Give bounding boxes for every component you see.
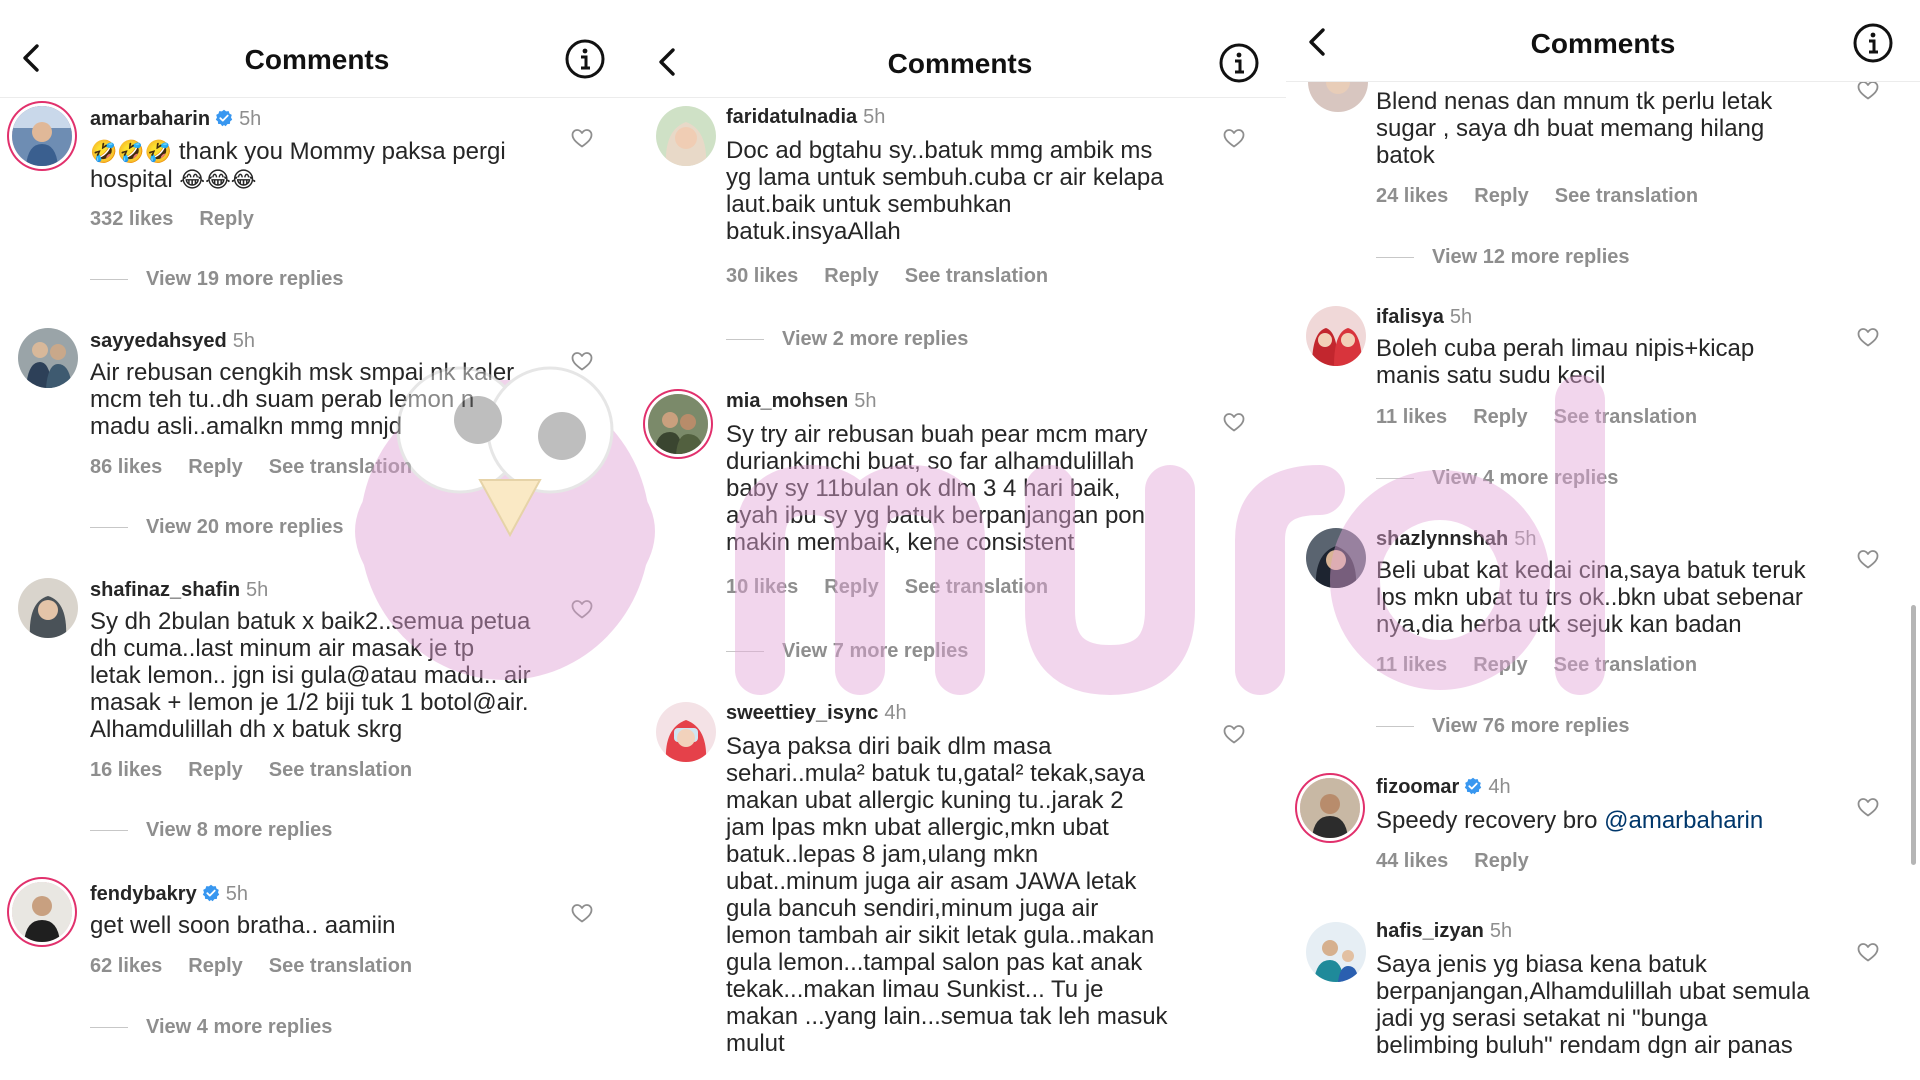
heart-outline-icon bbox=[1222, 410, 1246, 434]
comment-meta bbox=[726, 390, 877, 413]
page-title: Comments bbox=[244, 44, 390, 75]
comment-meta bbox=[1376, 776, 1511, 799]
reply-button[interactable]: Reply bbox=[188, 955, 243, 977]
comment-text: Air rebusan cengkih msk smpai nk kaler mcm teh tu..dh suam perab lemon n madu asli..amalkn mmg mnjd bbox=[90, 359, 515, 440]
info-circle-icon bbox=[1852, 22, 1894, 64]
avatar[interactable] bbox=[12, 882, 72, 942]
like-button[interactable] bbox=[1222, 126, 1246, 150]
timestamp: 5h bbox=[246, 579, 269, 601]
timestamp: 5h bbox=[1489, 920, 1513, 942]
comment-actions bbox=[1376, 850, 1555, 873]
comment-actions bbox=[1376, 654, 1723, 677]
avatar[interactable] bbox=[648, 394, 708, 454]
timestamp: 5h bbox=[863, 106, 886, 128]
heart-outline-icon bbox=[1222, 722, 1246, 746]
reply-button[interactable]: Reply bbox=[824, 265, 879, 287]
avatar[interactable] bbox=[18, 328, 78, 388]
comment-text: Saya jenis yg biasa kena batuk berpanjangan,Alhamdulillah ubat semula jadi yg serasi setakat ni "bunga belimbing buluh" rendam dgn air panas bbox=[1376, 951, 1810, 1059]
timestamp: 5h bbox=[232, 330, 256, 352]
username[interactable]: fendybakry bbox=[90, 883, 197, 905]
username[interactable]: ifalisya bbox=[1376, 306, 1444, 328]
username[interactable]: sweettiey_isync bbox=[726, 702, 879, 724]
timestamp: 5h bbox=[1514, 528, 1537, 550]
username[interactable]: shafinaz_shafin bbox=[90, 579, 241, 601]
timestamp: 5h bbox=[1449, 306, 1473, 328]
see-translation-button[interactable]: See translation bbox=[268, 759, 413, 781]
avatar[interactable] bbox=[1306, 922, 1366, 982]
username[interactable]: faridatulnadia bbox=[726, 106, 858, 128]
timestamp: 5h bbox=[225, 883, 248, 905]
view-replies-button[interactable]: View 4 more replies bbox=[1376, 467, 1618, 490]
username[interactable]: amarbaharin bbox=[90, 108, 211, 130]
likes-count[interactable]: 86 likes bbox=[90, 456, 163, 478]
see-translation-button[interactable]: See translation bbox=[1553, 406, 1698, 428]
view-replies-button[interactable]: View 12 more replies bbox=[1376, 246, 1630, 269]
comment-text: Boleh cuba perah limau nipis+kicap manis satu sudu kecil bbox=[1376, 335, 1755, 389]
like-button[interactable] bbox=[570, 126, 594, 150]
likes-count[interactable]: 30 likes bbox=[726, 265, 799, 287]
comment-actions bbox=[90, 955, 438, 978]
heart-outline-icon bbox=[570, 126, 594, 150]
comment-text: Speedy recovery bro @amarbaharin bbox=[1376, 807, 1764, 834]
see-translation-button[interactable]: See translation bbox=[1553, 654, 1698, 676]
view-replies-button[interactable]: View 7 more replies bbox=[726, 640, 968, 663]
view-replies-button[interactable]: View 2 more replies bbox=[726, 328, 968, 351]
comment-actions bbox=[90, 759, 438, 782]
comment-text: Saya paksa diri baik dlm masa sehari..mula² batuk tu,gatal² tekak,saya makan ubat allergic kuning tu..jarak 2 jam lpas mkn ubat allergic,mkn ubat batuk..lepas 8 jam,ulang mkn ubat..minum juga air asam JAWA letak gula bancuh sendiri,minum juga air lemon tambah air sikit letak gula..makan gula lemon...tampal salon pas kat anak tekak...makan limau Sunkist... Tu je makan ...yang lain...semua tak leh masuk mulut bbox=[726, 733, 1168, 1057]
like-button[interactable] bbox=[570, 597, 594, 621]
like-button[interactable] bbox=[570, 901, 594, 925]
likes-count[interactable]: 16 likes bbox=[90, 759, 163, 781]
see-translation-button[interactable]: See translation bbox=[904, 265, 1049, 287]
comments-header bbox=[1286, 0, 1920, 82]
avatar[interactable] bbox=[656, 702, 716, 762]
see-translation-button[interactable]: See translation bbox=[268, 456, 413, 478]
view-replies-button[interactable]: View 19 more replies bbox=[90, 268, 344, 291]
comment-text: 🤣🤣🤣 thank you Mommy paksa pergi hospital 😂😂😂 bbox=[90, 138, 506, 193]
see-translation-button[interactable]: See translation bbox=[904, 576, 1049, 598]
heart-outline-icon bbox=[1856, 795, 1880, 819]
heart-outline-icon bbox=[1856, 940, 1880, 964]
comment-actions bbox=[1376, 185, 1724, 208]
comment-meta bbox=[90, 883, 248, 906]
heart-outline-icon bbox=[570, 349, 594, 373]
reply-button[interactable]: Reply bbox=[188, 456, 243, 478]
comment-meta bbox=[1376, 920, 1512, 943]
timestamp: 5h bbox=[239, 108, 262, 130]
comment-actions bbox=[90, 208, 280, 231]
avatar[interactable] bbox=[1306, 528, 1366, 588]
avatar[interactable] bbox=[1300, 778, 1360, 838]
comments-header bbox=[634, 0, 1286, 98]
view-replies-button[interactable]: View 4 more replies bbox=[90, 1016, 332, 1039]
comment-actions bbox=[1376, 406, 1723, 429]
comments-header bbox=[0, 0, 634, 98]
reply-button[interactable]: Reply bbox=[1474, 185, 1529, 207]
heart-outline-icon bbox=[1856, 325, 1880, 349]
reply-button[interactable]: Reply bbox=[188, 759, 243, 781]
likes-count[interactable]: 11 likes bbox=[1376, 406, 1448, 428]
username[interactable]: fizoomar bbox=[1376, 776, 1460, 798]
like-button[interactable] bbox=[1856, 795, 1880, 819]
info-circle-icon bbox=[564, 38, 606, 80]
username[interactable]: shazlynnshah bbox=[1376, 528, 1509, 550]
comment-meta bbox=[1376, 528, 1537, 551]
view-replies-button[interactable]: View 76 more replies bbox=[1376, 715, 1630, 738]
comment-meta bbox=[1376, 306, 1472, 329]
comment-actions bbox=[726, 576, 1074, 599]
like-button[interactable] bbox=[1222, 410, 1246, 434]
username[interactable]: hafis_izyan bbox=[1376, 920, 1484, 942]
view-replies-button[interactable]: View 20 more replies bbox=[90, 516, 344, 539]
avatar[interactable] bbox=[18, 578, 78, 638]
page-title: Comments bbox=[1530, 28, 1676, 59]
info-button[interactable] bbox=[564, 38, 606, 80]
like-button[interactable] bbox=[1856, 940, 1880, 964]
likes-count[interactable]: 44 likes bbox=[1376, 850, 1449, 872]
verified-badge-icon bbox=[1464, 777, 1482, 795]
comment-meta bbox=[726, 106, 885, 129]
comment-text: Beli ubat kat kedai cina,saya batuk teruk lps mkn ubat tu trs ok..bkn ubat sebenar nya,dia herba utk sejuk kan badan bbox=[1376, 557, 1806, 638]
heart-outline-icon bbox=[570, 597, 594, 621]
comment-meta bbox=[726, 702, 907, 725]
comment-text: Sy try air rebusan buah pear mcm mary duriankimchi buat, so far alhamdulillah baby sy 11bulan ok dlm 3 4 hari baik, ayah ibu sy yg batuk berpanjangan pon makin membaik, kene consistent bbox=[726, 421, 1148, 556]
reply-button[interactable]: Reply bbox=[199, 208, 254, 230]
info-button[interactable] bbox=[1218, 42, 1260, 84]
comment-actions bbox=[726, 265, 1074, 288]
comment-text: get well soon bratha.. aamiin bbox=[90, 912, 396, 939]
info-circle-icon bbox=[1218, 42, 1260, 84]
mention-link[interactable]: @amarbaharin bbox=[1604, 807, 1764, 834]
like-button[interactable] bbox=[1856, 325, 1880, 349]
like-button[interactable] bbox=[1856, 547, 1880, 571]
username[interactable]: sayyedahsyed bbox=[90, 330, 227, 352]
comments-panel-3 bbox=[1286, 0, 1920, 1080]
reply-button[interactable]: Reply bbox=[824, 576, 879, 598]
see-translation-button[interactable]: See translation bbox=[1554, 185, 1699, 207]
comment-text: Doc ad bgtahu sy..batuk mmg ambik ms yg lama untuk sembuh.cuba cr air kelapa laut.baik untuk sembuhkan batuk.insyaAllah bbox=[726, 137, 1164, 245]
comment-meta bbox=[90, 108, 261, 131]
timestamp: 4h bbox=[884, 702, 907, 724]
page-title: Comments bbox=[887, 48, 1033, 79]
likes-count[interactable]: 332 likes bbox=[90, 208, 174, 230]
like-button[interactable] bbox=[570, 349, 594, 373]
timestamp: 5h bbox=[854, 390, 877, 412]
avatar[interactable] bbox=[656, 106, 716, 166]
comment-text: Sy dh 2bulan batuk x baik2..semua petua dh cuma..last minum air masak je tp letak lemon.. jgn isi gula@atau madu.. air masak + lemon je 1/2 biji tuk 1 botol@air. Alhamdulillah dh x batuk skrg bbox=[90, 608, 531, 743]
avatar[interactable] bbox=[12, 106, 72, 166]
comment-text: Blend nenas dan mnum tk perlu letak sugar , saya dh buat memang hilang batok bbox=[1376, 88, 1773, 169]
comment-meta bbox=[90, 579, 268, 602]
verified-badge-icon bbox=[202, 884, 220, 902]
comments-panel-1 bbox=[0, 0, 634, 1080]
like-button[interactable] bbox=[1222, 722, 1246, 746]
heart-outline-icon bbox=[1856, 547, 1880, 571]
likes-count[interactable]: 10 likes bbox=[726, 576, 799, 598]
avatar[interactable] bbox=[1306, 306, 1366, 366]
heart-outline-icon bbox=[570, 901, 594, 925]
likes-count[interactable]: 24 likes bbox=[1376, 185, 1449, 207]
comments-panel-2 bbox=[634, 0, 1286, 1080]
reply-button[interactable]: Reply bbox=[1473, 406, 1528, 428]
comment-actions bbox=[90, 456, 438, 479]
heart-outline-icon bbox=[1222, 126, 1246, 150]
username[interactable]: mia_mohsen bbox=[726, 390, 849, 412]
info-button[interactable] bbox=[1852, 22, 1894, 64]
see-translation-button[interactable]: See translation bbox=[268, 955, 413, 977]
likes-count[interactable]: 62 likes bbox=[90, 955, 163, 977]
likes-count[interactable]: 11 likes bbox=[1376, 654, 1448, 676]
reply-button[interactable]: Reply bbox=[1473, 654, 1528, 676]
timestamp: 4h bbox=[1488, 776, 1511, 798]
comment-meta bbox=[90, 330, 255, 353]
reply-button[interactable]: Reply bbox=[1474, 850, 1529, 872]
scrollbar[interactable] bbox=[1911, 605, 1916, 865]
view-replies-button[interactable]: View 8 more replies bbox=[90, 819, 332, 842]
verified-badge-icon bbox=[215, 109, 233, 127]
